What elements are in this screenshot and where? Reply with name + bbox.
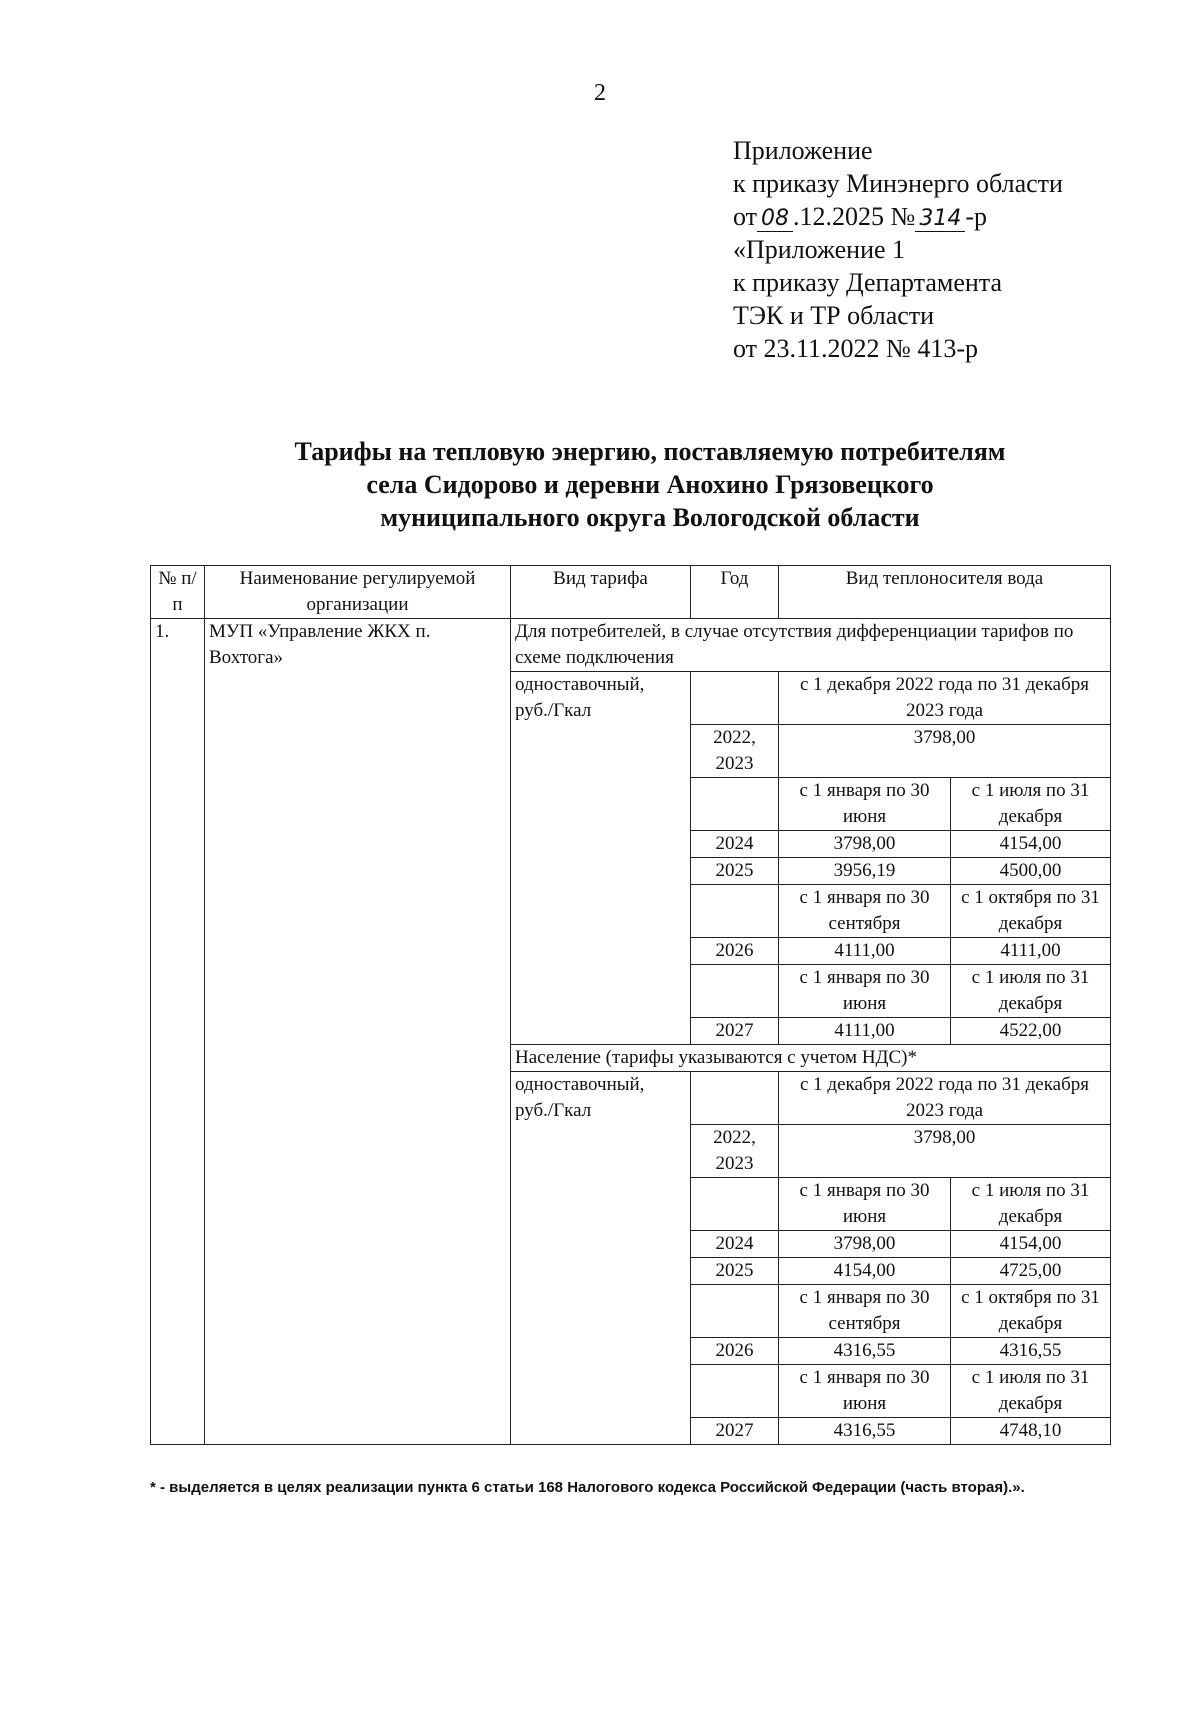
header-carrier: Вид теплоносителя вода (779, 566, 1111, 619)
period-cell: с 1 января по 30 июня (779, 965, 951, 1018)
header-number: № п/п (151, 566, 205, 619)
year-cell (691, 1365, 779, 1418)
value-cell: 4111,00 (779, 1018, 951, 1045)
header-year: Год (691, 566, 779, 619)
value-cell: 4111,00 (779, 938, 951, 965)
table-row (151, 619, 1111, 672)
year-cell (691, 1072, 779, 1125)
handwritten-day: 08 (757, 207, 793, 232)
period-cell: с 1 июля по 31 декабря (951, 778, 1111, 831)
year-cell: 2022, 2023 (691, 725, 779, 778)
year-cell (691, 1285, 779, 1338)
appendix-line: Приложение (733, 136, 873, 165)
header-organization: Наименование регулируемой организации (205, 566, 511, 619)
value-cell: 4500,00 (951, 858, 1111, 885)
period-cell: с 1 июля по 31 декабря (951, 1178, 1111, 1231)
date-prefix: от (733, 202, 758, 231)
value-cell: 4154,00 (951, 1231, 1111, 1258)
handwritten-order-number: 314 (915, 207, 965, 232)
year-cell: 2026 (691, 938, 779, 965)
year-cell: 2022, 2023 (691, 1125, 779, 1178)
value-cell: 3798,00 (779, 831, 951, 858)
footnote: * - выделяется в целях реализации пункта 6 статьи 168 Налогового кодекса Российской Федерации (часть вторая).». (150, 1479, 1025, 1496)
page-number: 2 (594, 80, 606, 106)
year-cell: 2024 (691, 1231, 779, 1258)
period-cell: с 1 декабря 2022 года по 31 декабря 2023 года (779, 1072, 1111, 1125)
appendix-line: «Приложение 1 (733, 235, 906, 264)
period-cell: с 1 января по 30 сентября (779, 1285, 951, 1338)
order-suffix: -р (965, 202, 988, 231)
appendix-line: от 23.11.2022 № 413-р (733, 334, 979, 363)
value-cell: 4316,55 (779, 1338, 951, 1365)
section-title: Население (тарифы указываются с учетом НДС)* (511, 1045, 1111, 1072)
year-cell: 2025 (691, 1258, 779, 1285)
section-title: Для потребителей, в случае отсутствия дифференциации тарифов по схеме подключения (511, 619, 1111, 672)
title-line: села Сидорово и деревни Анохино Грязовецкого (366, 470, 934, 499)
appendix-block (733, 134, 1063, 365)
value-cell: 3798,00 (779, 1231, 951, 1258)
header-tariff-type: Вид тарифа (511, 566, 691, 619)
document-title (0, 435, 1200, 534)
appendix-line: ТЭК и ТР области (733, 301, 935, 330)
year-cell: 2024 (691, 831, 779, 858)
period-cell: с 1 января по 30 июня (779, 778, 951, 831)
row-number: 1. (151, 619, 205, 1445)
period-cell: с 1 июля по 31 декабря (951, 1365, 1111, 1418)
year-cell (691, 778, 779, 831)
period-cell: с 1 октября по 31 декабря (951, 885, 1111, 938)
year-cell (691, 885, 779, 938)
period-cell: с 1 декабря 2022 года по 31 декабря 2023 года (779, 672, 1111, 725)
date-suffix: .12.2025 № (793, 202, 916, 231)
tariff-type: одноставочный, руб./Гкал (511, 672, 691, 1045)
tariff-table (150, 565, 1111, 1445)
value-cell: 4725,00 (951, 1258, 1111, 1285)
value-cell: 4316,55 (779, 1418, 951, 1445)
value-cell: 3798,00 (779, 1125, 1111, 1178)
value-cell: 4111,00 (951, 938, 1111, 965)
period-cell: с 1 января по 30 сентября (779, 885, 951, 938)
year-cell: 2027 (691, 1418, 779, 1445)
value-cell: 4154,00 (951, 831, 1111, 858)
tariff-type: одноставочный, руб./Гкал (511, 1072, 691, 1445)
period-cell: с 1 января по 30 июня (779, 1178, 951, 1231)
value-cell: 4522,00 (951, 1018, 1111, 1045)
period-cell: с 1 июля по 31 декабря (951, 965, 1111, 1018)
title-line: Тарифы на тепловую энергию, поставляемую потребителям (294, 437, 1006, 466)
value-cell: 3956,19 (779, 858, 951, 885)
year-cell (691, 672, 779, 725)
year-cell: 2027 (691, 1018, 779, 1045)
value-cell: 4316,55 (951, 1338, 1111, 1365)
table-header-row (151, 566, 1111, 619)
title-line: муниципального округа Вологодской области (380, 503, 920, 532)
year-cell (691, 965, 779, 1018)
year-cell (691, 1178, 779, 1231)
year-cell: 2025 (691, 858, 779, 885)
organization-name: МУП «Управление ЖКХ п. Вохтога» (205, 619, 511, 1445)
appendix-order-line (733, 200, 1063, 233)
period-cell: с 1 октября по 31 декабря (951, 1285, 1111, 1338)
value-cell: 3798,00 (779, 725, 1111, 778)
appendix-line: к приказу Минэнерго области (733, 169, 1063, 198)
period-cell: с 1 января по 30 июня (779, 1365, 951, 1418)
year-cell: 2026 (691, 1338, 779, 1365)
appendix-line: к приказу Департамента (733, 268, 1003, 297)
value-cell: 4154,00 (779, 1258, 951, 1285)
value-cell: 4748,10 (951, 1418, 1111, 1445)
